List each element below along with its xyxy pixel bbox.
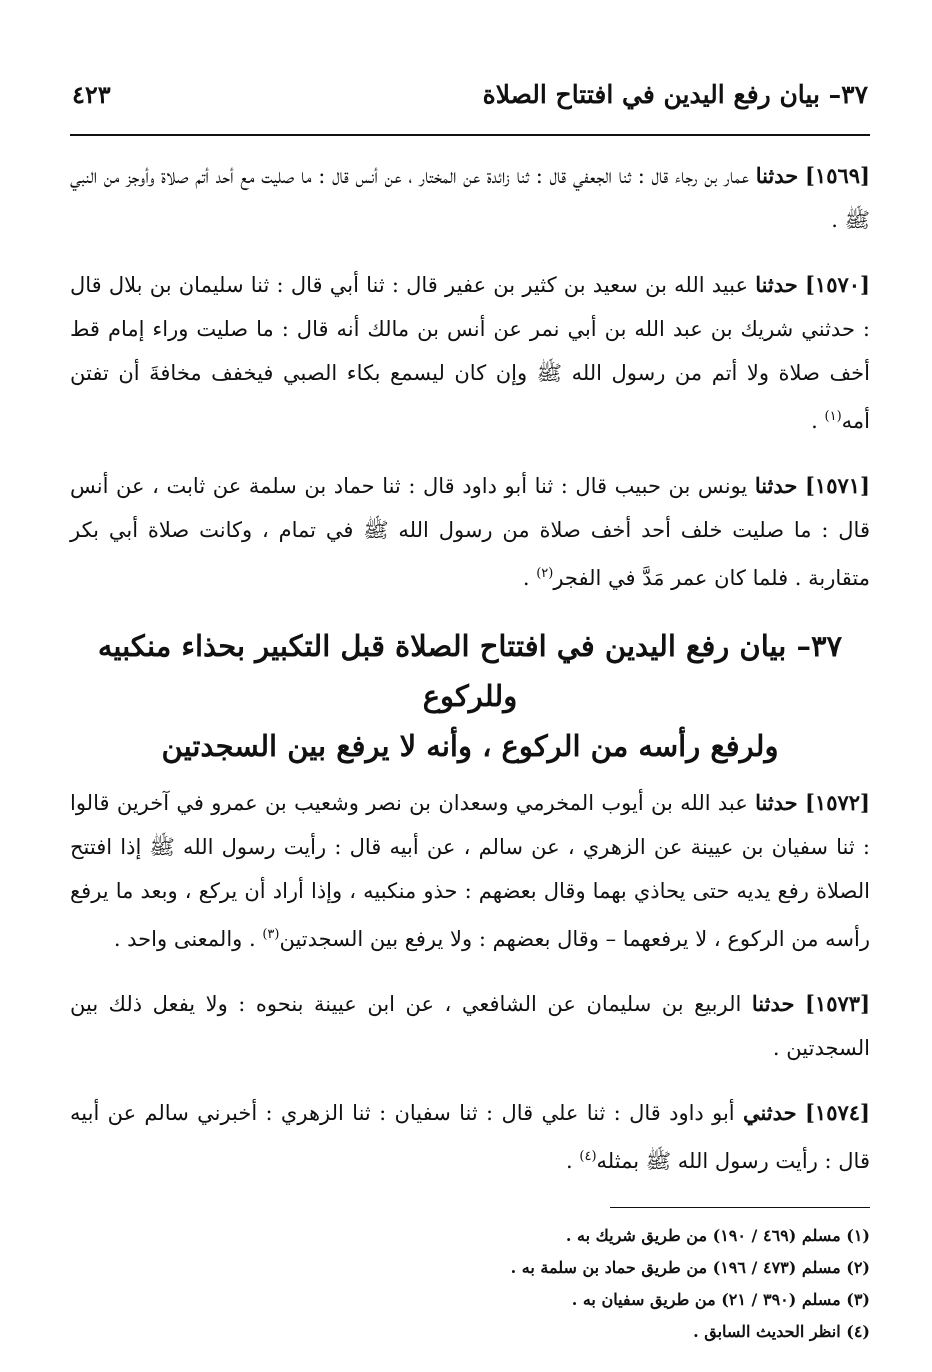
hadith-number: [١٥٧٢] (804, 790, 870, 815)
hadith-end: . والمعنى واحد . (113, 927, 263, 951)
hadith-end: . (811, 409, 825, 433)
footnote-ref: (٤) (579, 1149, 597, 1164)
footnote-divider (610, 1207, 870, 1208)
hadith-text: أبو داود قال : ثنا علي قال : ثنا سفيان : ثنا الزهري : أخبرني سالم عن أبيه قال : رأيت رسول الله ﷺ بمثله (70, 1101, 870, 1173)
hadith-1570 (70, 263, 870, 443)
footnote-ref: (٢) (536, 566, 554, 581)
hadith-text: يونس بن حبيب قال : ثنا أبو داود قال : ثنا حماد بن سلمة عن ثابت ، عن أنس قال : ما صليت خلف أحد أخف صلاة من رسول الله ﷺ في تمام ، وكانت صلاة أبي بكر متقاربة . فلما كان عمر مَدَّ في الفجر (70, 474, 870, 590)
hadith-number: [١٥٧١] (804, 473, 870, 498)
running-title: ٣٧– بيان رفع اليدين في افتتاح الصلاة (482, 80, 868, 109)
hadith-number: [١٥٧٤] (804, 1100, 870, 1125)
footnote-ref: (١) (824, 409, 842, 424)
page-header (70, 80, 870, 136)
hadith-text: عبد الله بن أيوب المخرمي وسعدان بن نصر وشعيب بن عمرو في آخرين قالوا : ثنا سفيان بن عيينة عن الزهري ، عن سالم ، عن أبيه قال : رأيت رسول الله ﷺ إذا افتتح الصلاة رفع يديه حتى يحاذي بهما وقال بعضهم : حذو منكبيه ، وإذا أراد أن يركع ، وبعد ما يرفع رأسه من الركوع ، لا يرفعهما – وقال بعضهم : ولا يرفع بين السجدتين (70, 791, 870, 951)
page (70, 80, 870, 1348)
hadith-number: [١٥٦٩] (804, 163, 870, 188)
footnote-2: (٢) مسلم (٤٧٣ / ١٩٦) من طريق حماد بن سلمة به . (510, 1258, 870, 1277)
hadith-1573 (70, 982, 870, 1070)
hadith-text: عبيد الله بن سعيد بن كثير بن عفير قال : ثنا أبي قال : ثنا سليمان بن بلال قال : حدثني شريك بن عبد الله بن أبي نمر عن أنس بن مالك أنه قال : ما صليت وراء إمام قط أخف صلاة ولا أتم من رسول الله ﷺ وإن كان ليسمع بكاء الصبي فيخفف مخافةَ أن تفتن أمه (70, 273, 870, 433)
footnotes (70, 1220, 870, 1348)
hadith-end: . (566, 1149, 580, 1173)
hadith-keyword: حدثنا (755, 272, 798, 297)
hadith-end: . (522, 566, 537, 590)
hadith-number: [١٥٧٠] (804, 272, 870, 297)
hadith-1574 (70, 1091, 870, 1183)
footnote-3: (٣) مسلم (٣٩٠ / ٢١) من طريق سفيان به . (571, 1290, 870, 1309)
page-number: ٤٢٣ (72, 80, 111, 109)
hadith-keyword: حدثنا (751, 991, 795, 1016)
footnote-1: (١) مسلم (٤٦٩ / ١٩٠) من طريق شريك به . (565, 1226, 870, 1245)
hadith-text: الربيع بن سليمان عن الشافعي ، عن ابن عيينة بنحوه : ولا يفعل ذلك بين السجدتين . (70, 992, 870, 1060)
footnote-4: (٤) انظر الحديث السابق . (693, 1322, 870, 1341)
hadith-1571 (70, 464, 870, 600)
hadith-keyword: حدثني (742, 1100, 797, 1125)
hadith-text: عمار بن رجاء قال : ثنا الجعفي قال : ثنا زائدة عن المختار ، عن أنس قال : ما صليت مع أحد أتم صلاة وأوجز من النبي ﷺ . (70, 164, 870, 232)
hadith-keyword: حدثنا (754, 473, 798, 498)
hadith-number: [١٥٧٣] (805, 991, 870, 1016)
footnote-ref: (٣) (262, 927, 280, 942)
hadith-keyword: حدثنا (755, 790, 798, 815)
chapter-heading (70, 621, 870, 771)
hadith-1572 (70, 781, 870, 961)
chapter-heading-line-1: ٣٧– بيان رفع اليدين في افتتاح الصلاة قبل التكبير بحذاء منكبيه وللركوع (97, 629, 843, 713)
hadith-keyword: حدثنا (755, 163, 799, 188)
hadith-1569 (70, 154, 870, 242)
chapter-heading-line-2: ولرفع رأسه من الركوع ، وأنه لا يرفع بين السجدتين (161, 729, 779, 763)
